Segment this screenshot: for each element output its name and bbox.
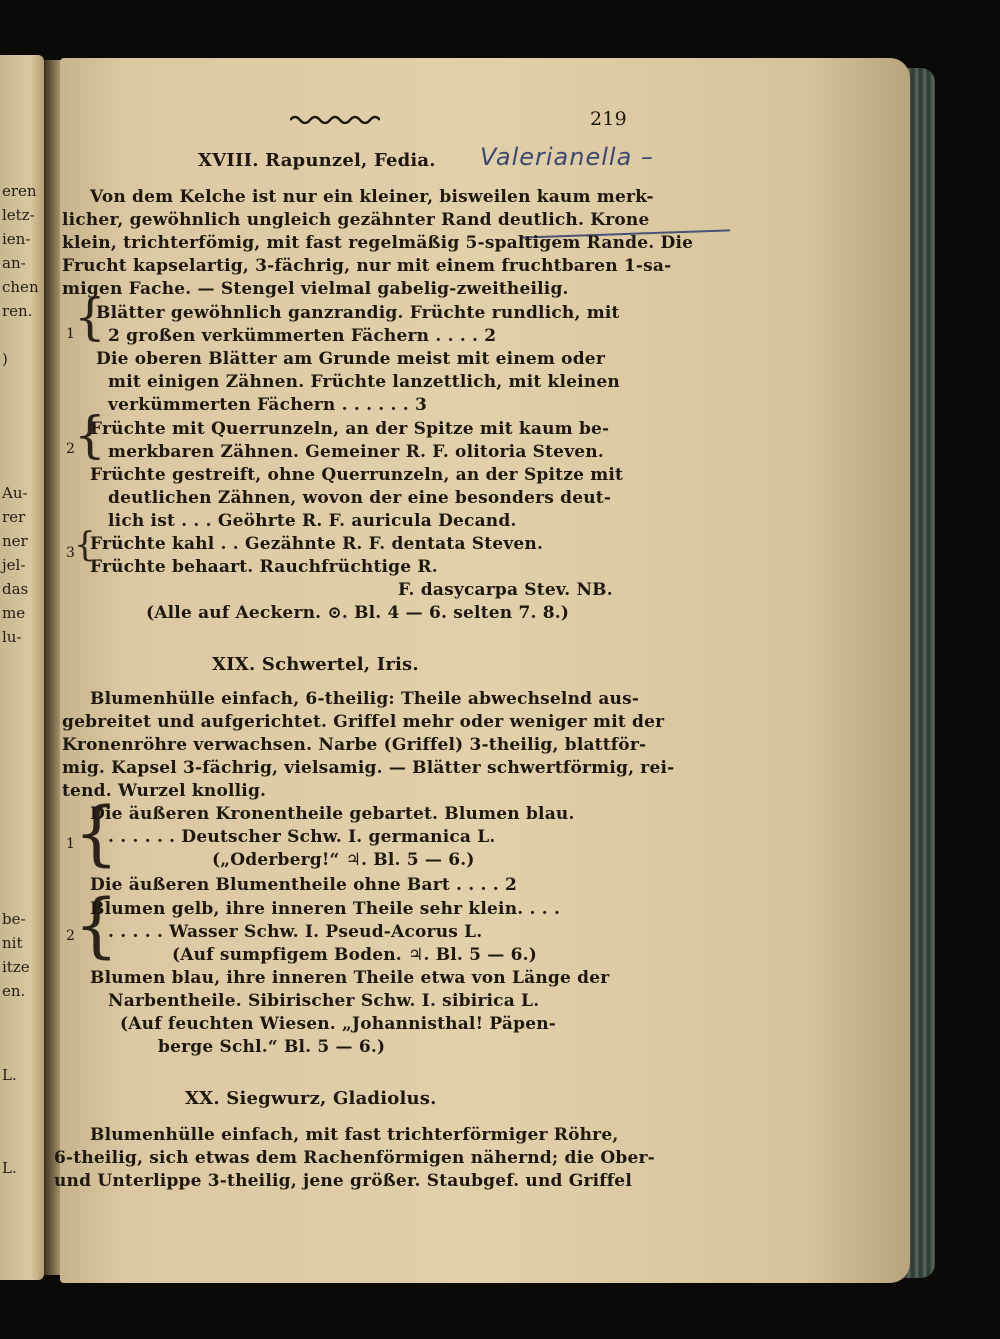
left-fragment: letz- <box>2 206 35 224</box>
handwritten-annotation: Valerianella – <box>480 143 654 171</box>
left-fragment: nit <box>2 934 23 952</box>
left-fragment: L. <box>2 1159 17 1177</box>
text-line: tend. Wurzel knollig. <box>62 781 267 801</box>
brace-symbol: { <box>74 525 96 565</box>
text-line: mit einigen Zähnen. Früchte lanzettlich, mit kleinen <box>108 372 620 392</box>
text-line: Blätter gewöhnlich ganzrandig. Früchte rundlich, mit <box>96 303 620 323</box>
left-fragment: jel- <box>2 556 26 574</box>
left-fragment: eren <box>2 182 37 200</box>
key-number: 1 <box>66 836 75 852</box>
section-heading-xix: XIX. Schwertel, Iris. <box>212 654 419 675</box>
text-line: Die äußeren Kronentheile gebartet. Blumen blau. <box>90 804 575 824</box>
text-line: Früchte gestreift, ohne Querrunzeln, an der Spitze mit <box>90 465 624 485</box>
left-fragment: an- <box>2 254 26 272</box>
left-fragment: lu- <box>2 628 22 646</box>
text-line: (Auf feuchten Wiesen. „Johannisthal! Päpen- <box>120 1014 557 1034</box>
section-heading-xviii: XVIII. Rapunzel, Fedia. <box>198 150 436 171</box>
text-line: Narbentheile. Sibirischer Schw. I. sibirica L. <box>108 991 540 1011</box>
text-line: merkbaren Zähnen. Gemeiner R. F. olitoria Steven. <box>108 442 604 462</box>
text-line: Blumen gelb, ihre inneren Theile sehr klein. . . . <box>90 899 561 919</box>
text-line: Früchte kahl . . Gezähnte R. F. dentata Steven. <box>90 534 544 554</box>
text-line: migen Fache. — Stengel vielmal gabelig-zweitheilig. <box>62 279 569 299</box>
text-line: 2 großen verkümmerten Fächern . . . . 2 <box>108 326 497 346</box>
ornament-rule <box>290 114 380 124</box>
key-number: 3 <box>66 545 75 561</box>
left-fragment: rer <box>2 508 26 526</box>
text-line: deutlichen Zähnen, wovon der eine besonders deut- <box>108 488 612 508</box>
left-fragment: itze <box>2 958 30 976</box>
left-fragment: me <box>2 604 26 622</box>
brace-symbol: { <box>74 406 106 464</box>
key-number: 2 <box>66 928 75 944</box>
text-line: Früchte mit Querrunzeln, an der Spitze mit kaum be- <box>90 419 610 439</box>
text-line: (Alle auf Aeckern. ⊙. Bl. 4 — 6. selten 7. 8.) <box>146 603 570 623</box>
key-number: 2 <box>66 441 75 457</box>
section-heading-xx: XX. Siegwurz, Gladiolus. <box>185 1088 437 1109</box>
text-line: Früchte behaart. Rauchfrüchtige R. <box>90 557 438 577</box>
text-line: Die äußeren Blumentheile ohne Bart . . . . 2 <box>90 875 518 895</box>
text-line: 6-theilig, sich etwas dem Rachenförmigen nähernd; die Ober- <box>54 1148 655 1168</box>
left-fragment: ner <box>2 532 28 550</box>
text-line: und Unterlippe 3-theilig, jene größer. Staubgef. und Griffel <box>54 1171 632 1191</box>
key-number: 1 <box>66 326 75 342</box>
text-line: Blumenhülle einfach, 6-theilig: Theile abwechselnd aus- <box>90 689 640 709</box>
text-line: (Auf sumpfigem Boden. ♃. Bl. 5 — 6.) <box>172 945 538 965</box>
text-line: . . . . . . Deutscher Schw. I. germanica L. <box>108 827 496 847</box>
left-fragment: en. <box>2 982 26 1000</box>
text-line: Blumenhülle einfach, mit fast trichterförmiger Röhre, <box>90 1125 619 1145</box>
left-fragment: ren. <box>2 302 33 320</box>
text-line: gebreitet und aufgerichtet. Griffel mehr oder weniger mit der <box>62 712 665 732</box>
text-line: mig. Kapsel 3-fächrig, vielsamig. — Blätter schwertförmig, rei- <box>62 758 675 778</box>
left-fragment: chen <box>2 278 39 296</box>
text-line: berge Schl.“ Bl. 5 — 6.) <box>158 1037 386 1057</box>
brace-symbol: { <box>74 288 106 346</box>
text-line: Die oberen Blätter am Grunde meist mit einem oder <box>96 349 605 369</box>
text-line: F. dasycarpa Stev. NB. <box>398 580 613 600</box>
left-page-edge <box>0 55 44 1280</box>
left-fragment: ien- <box>2 230 31 248</box>
text-line: klein, trichterfömig, mit fast regelmäßig 5-spaltigem Rande. Die <box>62 233 694 253</box>
text-line: („Oderberg!“ ♃. Bl. 5 — 6.) <box>212 850 475 870</box>
brace-symbol: { <box>74 792 119 874</box>
page-content <box>54 58 910 1283</box>
text-line: Kronenröhre verwachsen. Narbe (Griffel) 3-theilig, blattför- <box>62 735 647 755</box>
left-fragment: Au- <box>2 484 28 502</box>
text-line: Von dem Kelche ist nur ein kleiner, bisweilen kaum merk- <box>90 187 654 207</box>
left-fragment: das <box>2 580 29 598</box>
text-line: Frucht kapselartig, 3-fächrig, nur mit einem fruchtbaren 1-sa- <box>62 256 672 276</box>
left-fragment: L. <box>2 1066 17 1084</box>
text-line: . . . . . Wasser Schw. I. Pseud-Acorus L. <box>108 922 483 942</box>
page-number: 219 <box>590 108 627 130</box>
brace-symbol: { <box>74 884 119 966</box>
left-fragment: ) <box>2 350 8 368</box>
text-line: licher, gewöhnlich ungleich gezähnter Rand deutlich. Krone <box>62 210 650 230</box>
left-fragment: be- <box>2 910 26 928</box>
text-line: lich ist . . . Geöhrte R. F. auricula Decand. <box>108 511 517 531</box>
text-line: verkümmerten Fächern . . . . . . 3 <box>108 395 428 415</box>
text-line: Blumen blau, ihre inneren Theile etwa von Länge der <box>90 968 610 988</box>
